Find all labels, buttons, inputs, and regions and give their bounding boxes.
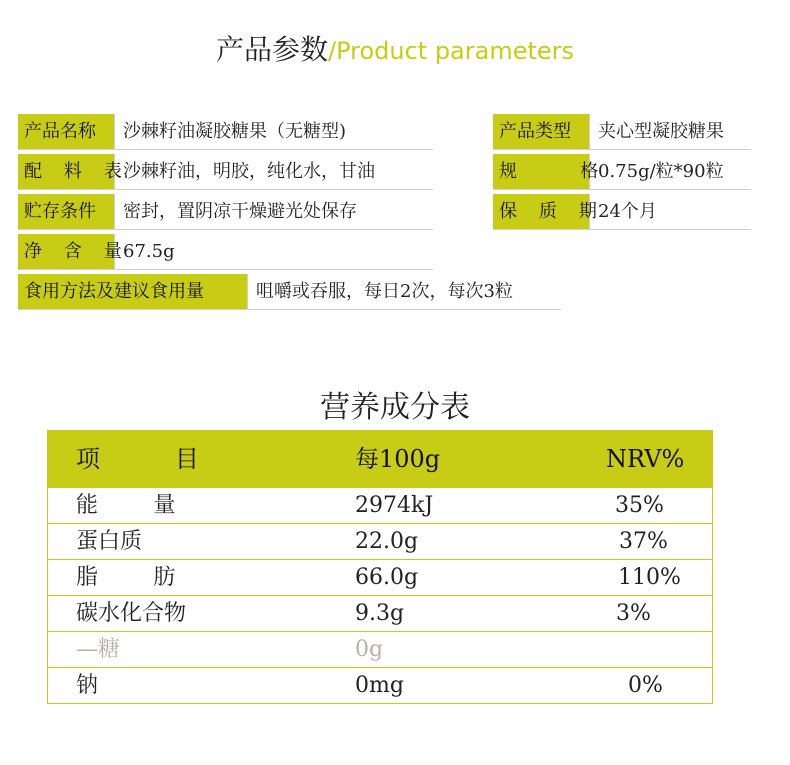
param-label: 产品类型 [493, 114, 590, 149]
row-nrv: 37% [619, 529, 668, 554]
row-per100g: 0g [355, 637, 384, 662]
table-row [48, 523, 712, 559]
row-item: —糖 [76, 637, 121, 662]
page-title [0, 28, 790, 68]
header-item: 项 目 [76, 445, 233, 473]
param-row-type [493, 114, 751, 150]
row-per100g: 66.0g [355, 565, 419, 590]
param-row-net-content [18, 234, 433, 270]
param-row-spec [493, 154, 751, 190]
param-label: 产品名称 [18, 114, 115, 149]
table-row [48, 667, 712, 703]
param-value: 0.75g/粒*90粒 [598, 161, 724, 182]
param-label: 贮存条件 [18, 194, 115, 229]
param-value: 沙棘籽油，明胶，纯化水，甘油 [123, 161, 375, 182]
row-item: 蛋白质 [76, 529, 143, 554]
header-nrv: NRV% [606, 445, 685, 473]
row-per100g: 9.3g [355, 601, 405, 626]
nutrition-table [47, 430, 713, 704]
nutrition-title: 营养成分表 [320, 390, 470, 425]
param-value: 密封，置阴凉干燥避光处保存 [123, 201, 357, 222]
row-item: 脂 肪 [76, 565, 200, 590]
param-row-ingredients [18, 154, 433, 190]
header-per100g: 每100g [355, 445, 441, 473]
row-nrv: 35% [615, 493, 664, 518]
param-label: 配 料 表 [18, 154, 115, 189]
param-row-name [18, 114, 433, 150]
param-label: 食用方法及建议食用量 [18, 274, 248, 309]
table-row [48, 595, 712, 631]
row-nrv: 3% [616, 601, 651, 626]
param-value: 沙棘籽油凝胶糖果（无糖型) [123, 121, 347, 142]
param-label: 规 格 [493, 154, 590, 189]
row-item: 碳水化合物 [76, 601, 187, 626]
row-per100g: 2974kJ [355, 493, 434, 518]
param-value: 24个月 [598, 201, 657, 222]
param-label: 净 含 量 [18, 234, 115, 269]
param-row-storage [18, 194, 433, 230]
param-row-usage [18, 274, 561, 310]
row-item: 钠 [76, 673, 99, 698]
row-per100g: 0mg [355, 673, 404, 698]
table-row [48, 559, 712, 595]
title-cn: 产品参数 [215, 33, 328, 66]
param-row-shelf-life [493, 194, 751, 230]
row-nrv: 110% [618, 565, 681, 590]
param-label: 保 质 期 [493, 194, 590, 229]
table-row [48, 631, 712, 667]
nutrition-header [48, 431, 712, 487]
row-item: 能 量 [76, 493, 200, 518]
param-value: 67.5g [123, 241, 175, 262]
row-per100g: 22.0g [355, 529, 419, 554]
title-en: /Product parameters [327, 37, 575, 65]
param-value: 咀嚼或吞服，每日2次，每次3粒 [256, 281, 513, 302]
param-value: 夹心型凝胶糖果 [598, 121, 724, 142]
row-nrv: 0% [628, 673, 663, 698]
table-row [48, 487, 712, 523]
